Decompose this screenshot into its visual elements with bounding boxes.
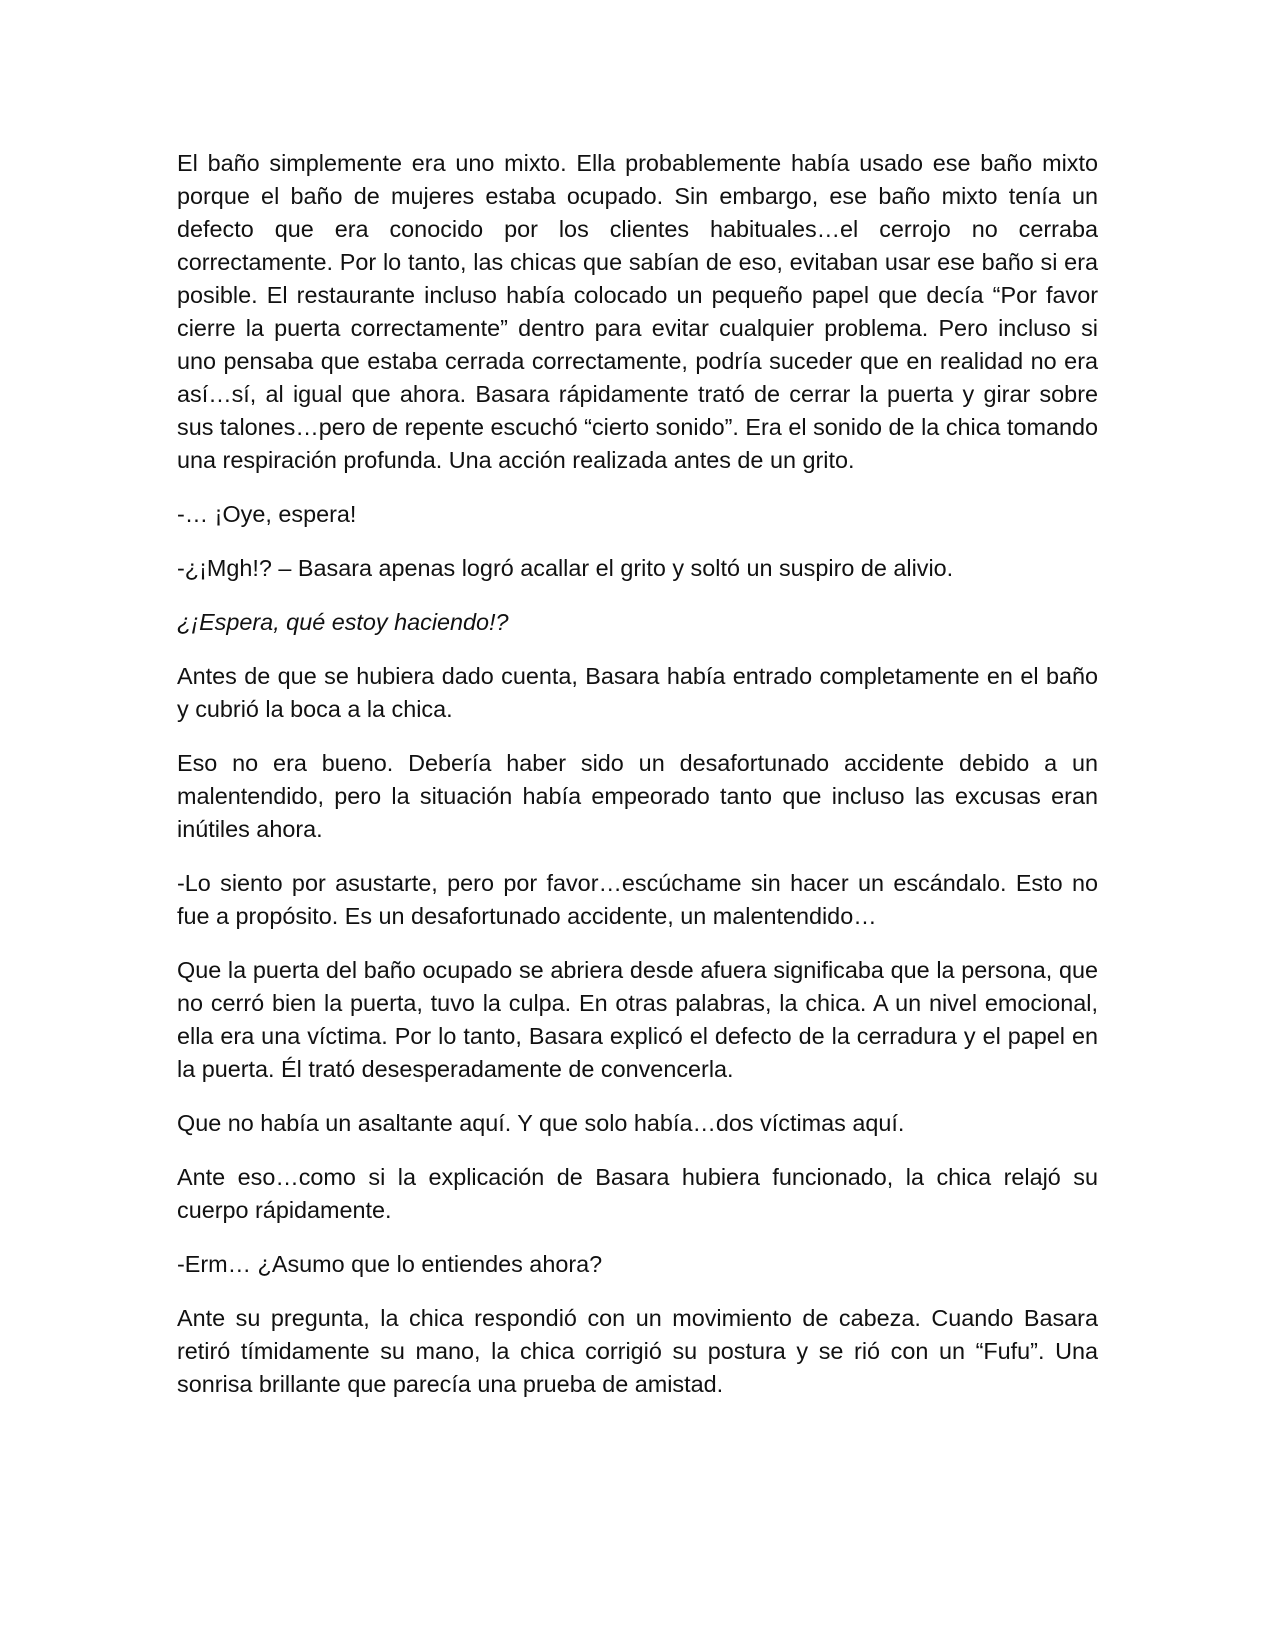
dialogue-line-1: -… ¡Oye, espera! (177, 501, 357, 527)
document-body (177, 147, 1098, 1422)
inner-thought: ¿¡Espera, qué estoy haciendo!? (177, 609, 509, 635)
dialogue-line-4: -Erm… ¿Asumo que lo entiendes ahora? (177, 1251, 603, 1277)
paragraph-2: Antes de que se hubiera dado cuenta, Basara había entrado completamente en el baño y cubrió la boca a la chica. (177, 663, 1098, 722)
dialogue-line-2: -¿¡Mgh!? – Basara apenas logró acallar el grito y soltó un suspiro de alivio. (177, 555, 954, 581)
paragraph-6: Ante eso…como si la explicación de Basara hubiera funcionado, la chica relajó su cuerpo rápidamente. (177, 1164, 1098, 1223)
paragraph-5: Que no había un asaltante aquí. Y que solo había…dos víctimas aquí. (177, 1110, 905, 1136)
paragraph-1: El baño simplemente era uno mixto. Ella probablemente había usado ese baño mixto porque el baño de mujeres estaba ocupado. Sin embargo, ese baño mixto tenía un defecto que era conocido por los clientes habituales…el cerrojo no cerraba correctamente. Por lo tanto, las chicas que sabían de eso, evitaban usar ese baño si era posible. El restaurante incluso había colocado un pequeño papel que decía “Por favor cierre la puerta correctamente” dentro para evitar cualquier problema. Pero incluso si uno pensaba que estaba cerrada correctamente, podría suceder que en realidad no era así…sí, al igual que ahora. Basara rápidamente trató de cerrar la puerta y girar sobre sus talones…pero de repente escuchó “cierto sonido”. Era el sonido de la chica tomando una respiración profunda. Una acción realizada antes de un grito. (177, 150, 1098, 473)
paragraph-7: Ante su pregunta, la chica respondió con un movimiento de cabeza. Cuando Basara retiró tímidamente su mano, la chica corrigió su postura y se rió con un “Fufu”. Una sonrisa brillante que parecía una prueba de amistad. (177, 1305, 1098, 1397)
dialogue-line-3: -Lo siento por asustarte, pero por favor…escúchame sin hacer un escándalo. Esto no fue a propósito. Es un desafortunado accidente, un malentendido… (177, 870, 1098, 929)
paragraph-3: Eso no era bueno. Debería haber sido un desafortunado accidente debido a un malentendido, pero la situación había empeorado tanto que incluso las excusas eran inútiles ahora. (177, 750, 1098, 842)
paragraph-4: Que la puerta del baño ocupado se abriera desde afuera significaba que la persona, que no cerró bien la puerta, tuvo la culpa. En otras palabras, la chica. A un nivel emocional, ella era una víctima. Por lo tanto, Basara explicó el defecto de la cerradura y el papel en la puerta. Él trató desesperadamente de convencerla. (177, 957, 1098, 1082)
